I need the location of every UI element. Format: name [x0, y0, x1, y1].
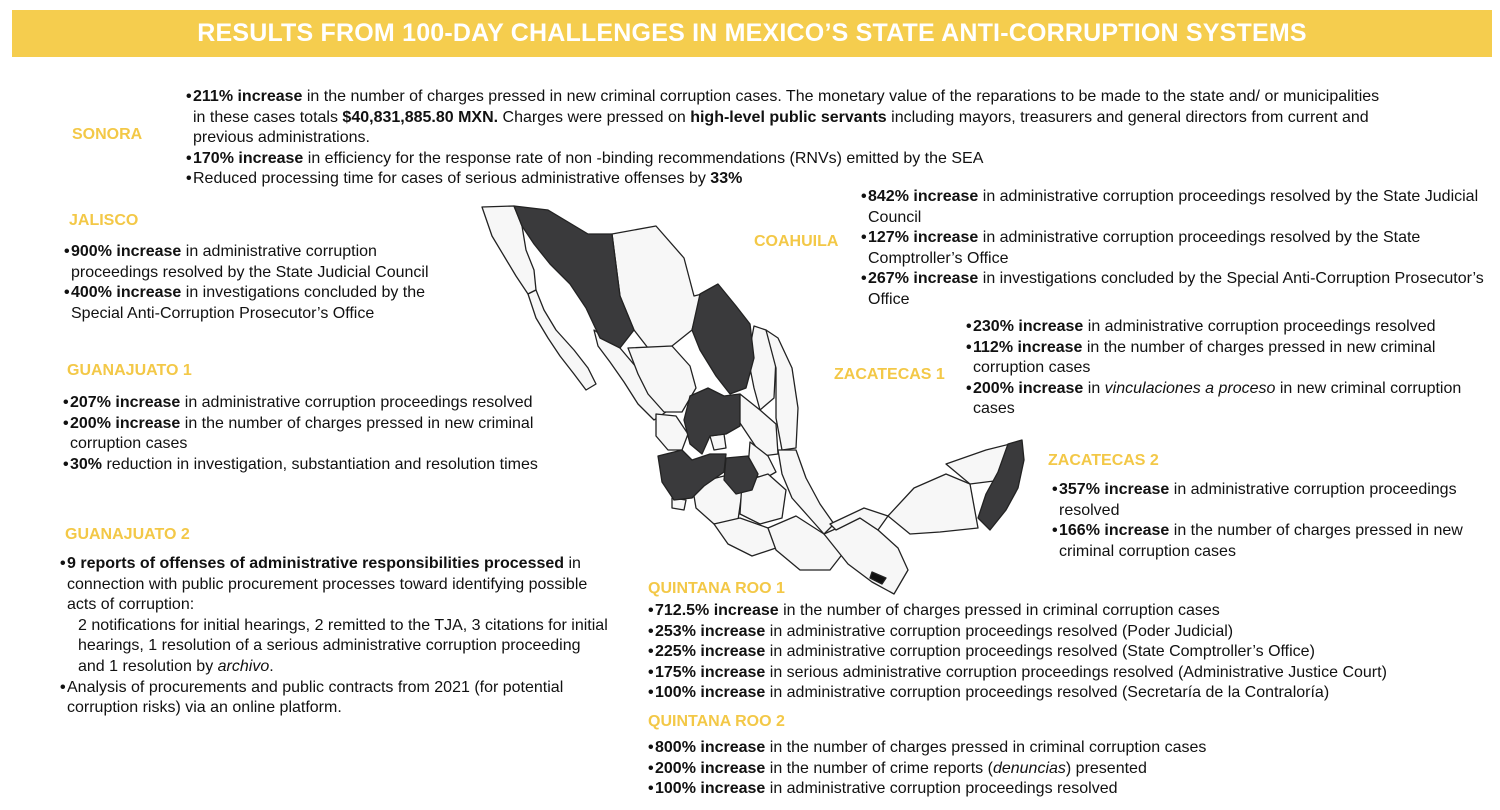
list-item: • 100% increase in administrative corruption proceedings resolved (Secretaría de la Contraloría)	[648, 684, 1330, 702]
state-campeche	[888, 474, 978, 534]
section-label-zacatecas-2: ZACATECAS 2	[1048, 452, 1159, 469]
section-label-guanajuato-1: GUANAJUATO 1	[67, 362, 192, 379]
title-banner	[12, 10, 1492, 57]
state-guerrero	[714, 518, 776, 556]
list-item: • 253% increase in administrative corruption proceedings resolved (Poder Judicial)	[648, 622, 1234, 640]
section-label-guanajuato-2: GUANAJUATO 2	[65, 526, 190, 543]
section-zacatecas-2	[1052, 480, 1492, 562]
list-item: • 30% reduction in investigation, substantiation and resolution times	[63, 455, 538, 473]
state-nayarit	[656, 414, 688, 450]
list-item: • 211% increase in the number of charges pressed in new criminal corruption cases. The monetary value of the reparations to be made to the state and/ or municipalities in these cases totals $40,831,885.80 MXN. Charges were pressed on high-level public servants including mayors, treasurers and general directors from current and previous administrations.	[186, 88, 1380, 147]
list-item: • 200% increase in the number of charges pressed in new criminal corruption cases	[63, 414, 534, 453]
list-item: • 127% increase in administrative corruption proceedings resolved by the State Comptroller’s Office	[861, 229, 1421, 267]
list-item: • 800% increase in the number of charges pressed in criminal corruption cases	[648, 739, 1207, 756]
list-item: • 112% increase in the number of charges pressed in new criminal corruption cases	[966, 338, 1436, 377]
list-item: • 200% increase in the number of crime reports (denuncias) presented	[648, 759, 1147, 777]
section-label-zacatecas-1: ZACATECAS 1	[834, 366, 945, 383]
section-label-sonora: SONORA	[72, 126, 143, 143]
detail-text: 2 notifications for initial hearings, 2 remitted to the TJA, 3 citations for initial hearings, 1 resolution of a serious administrative corruption proceeding and 1 resolution by archivo.	[78, 616, 608, 675]
section-sonora	[186, 87, 1386, 190]
list-item: • 712.5% increase in the number of charges pressed in criminal corruption cases	[648, 602, 1220, 619]
list-item: • Reduced processing time for cases of serious administrative offenses by 33%	[186, 170, 743, 188]
list-item: • 175% increase in serious administrative corruption proceedings resolved (Administrative Justice Court)	[648, 663, 1387, 681]
section-label-quintana-roo-1: QUINTANA ROO 1	[648, 580, 785, 597]
section-label-jalisco: JALISCO	[69, 212, 139, 229]
list-item: • 170% increase in efficiency for the response rate of non -binding recommendations (RNVs) emitted by the SEA	[186, 149, 984, 167]
list-item: • 200% increase in vinculaciones a proceso in new criminal corruption cases	[966, 379, 1462, 418]
list-item: • 230% increase in administrative corruption proceedings resolved	[966, 318, 1436, 335]
state-coahuila	[692, 284, 754, 394]
section-zacatecas-1	[966, 317, 1491, 420]
list-item: • 225% increase in administrative corruption proceedings resolved (State Comptroller’s Office)	[648, 643, 1315, 661]
list-item: • 207% increase in administrative corruption proceedings resolved	[63, 394, 533, 411]
list-item: • 100% increase in administrative corruption proceedings resolved	[648, 780, 1118, 798]
section-quintana-roo-2	[648, 738, 1493, 800]
list-item: • 900% increase in administrative corruption proceedings resolved by the State Judicial Council	[64, 243, 429, 281]
list-item: • Analysis of procurements and public contracts from 2021 (for potential corruption risks) via an online platform.	[60, 678, 564, 717]
list-item: • 267% increase in investigations concluded by the Special Anti-Corruption Prosecutor’s Office	[861, 270, 1484, 308]
page-title: RESULTS FROM 100-DAY CHALLENGES IN MEXICO’S STATE ANTI-CORRUPTION SYSTEMS	[197, 19, 1307, 47]
list-item: • 842% increase in administrative corruption proceedings resolved by the State Judicial Council	[861, 188, 1479, 226]
list-item: • 400% increase in investigations concluded by the Special Anti-Corruption Prosecutor’s Office	[64, 284, 426, 322]
section-label-coahuila: COAHUILA	[754, 233, 839, 250]
section-label-quintana-roo-2: QUINTANA ROO 2	[648, 713, 785, 730]
section-quintana-roo-1	[648, 601, 1493, 704]
list-item: • 166% increase in the number of charges pressed in new criminal corruption cases	[1052, 522, 1463, 560]
state-aguascalientes	[710, 434, 726, 450]
list-item: • 9 reports of offenses of administrative responsibilities processed in connection with public procurement processes toward identifying possible acts of corruption:	[60, 555, 588, 614]
section-jalisco	[64, 242, 459, 324]
mexico-map	[478, 198, 1038, 598]
list-item: • 357% increase in administrative corruption proceedings resolved	[1052, 481, 1457, 519]
